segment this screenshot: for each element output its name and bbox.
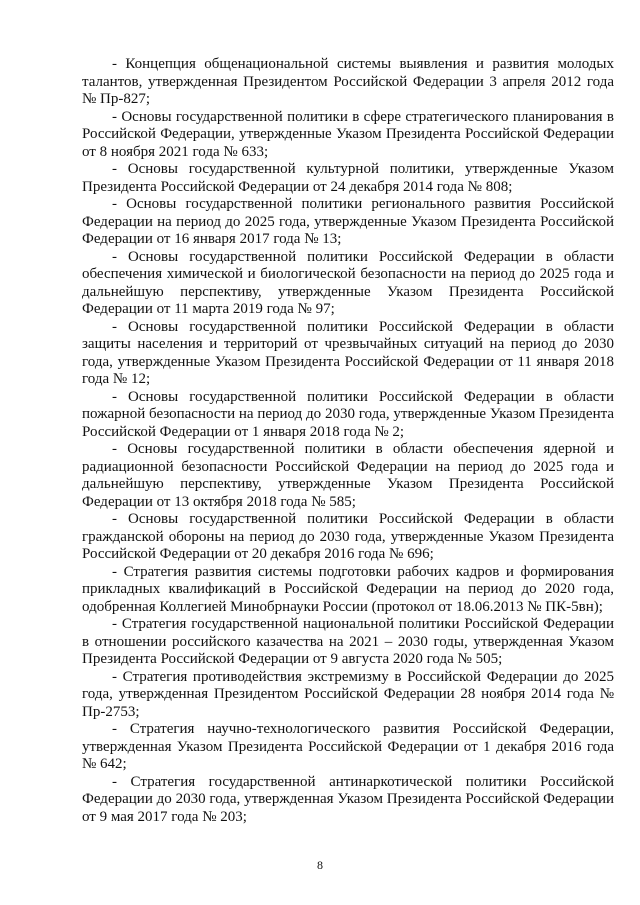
list-item: - Стратегия противодействия экстремизму в Российской Федерации до 2025 года, утвержденная Президентом Российской Федерации 28 ноября 2014 года № Пр-2753; [82,668,614,720]
list-item: - Стратегия научно-технологического развития Российской Федерации, утвержденная Указом Президента Российской Федерации от 1 декабря 2016 года № 642; [82,721,614,772]
list-item: - Основы государственной политики Российской Федерации в области гражданской обороны на период до 2030 года, утвержденные Указом Президента Российской Федерации от 20 декабря 2016 года № 696; [82,511,614,562]
list-item: - Основы государственной политики Российской Федерации в области защиты населения и территорий от чрезвычайных ситуаций на период до 2030 года, утвержденные Указом Президента Российской Федерации от 11 января 2018 года № 12; [82,318,614,387]
page-number: 8 [317,858,323,872]
list-item: - Стратегия развития системы подготовки рабочих кадров и формирования прикладных квалификаций в Российской Федерации на период до 2020 года, одобренная Коллегией Минобрнауки России (протокол от 18.06.2013 № ПК-5вн); [82,563,614,615]
list-item: - Стратегия государственной антинаркотической политики Российской Федерации до 2030 года, утвержденная Указом Президента Российской Федерации от 9 мая 2017 года № 203; [82,773,614,825]
list-item: - Стратегия государственной национальной политики Российской Федерации в отношении российского казачества на 2021 – 2030 годы, утвержденная Указом Президента Российской Федерации от 9 августа 2020 года № 505; [82,616,614,667]
list-item: - Концепция общенациональной системы выявления и развития молодых талантов, утвержденная Президентом Российской Федерации 3 апреля 2012 года № Пр-827; [82,56,614,107]
list-item: - Основы государственной политики в области обеспечения ядерной и радиационной безопасности Российской Федерации на период до 2025 года и дальнейшую перспективу, утвержденные Указом Президента Российской Федерации от 13 октября 2018 года № 585; [82,441,614,510]
list-item: - Основы государственной политики Российской Федерации в области обеспечения химической и биологической безопасности на период до 2025 года и дальнейшую перспективу, утвержденные Указом Президента Российской Федерации от 11 марта 2019 года № 97; [82,248,614,317]
list-item: - Основы государственной политики регионального развития Российской Федерации на период до 2025 года, утвержденные Указом Президента Российской Федерации от 16 января 2017 года № 13; [82,196,614,247]
list-item: - Основы государственной культурной политики, утвержденные Указом Президента Российской Федерации от 24 декабря 2014 года № 808; [82,161,614,195]
list-item: - Основы государственной политики в сфере стратегического планирования в Российской Федерации, утвержденные Указом Президента Российской Федерации от 8 ноября 2021 года № 633; [82,108,614,160]
list-item: - Основы государственной политики Российской Федерации в области пожарной безопасности на период до 2030 года, утвержденные Указом Президента Российской Федерации от 1 января 2018 года № 2; [82,388,614,440]
document-body [82,56,614,826]
